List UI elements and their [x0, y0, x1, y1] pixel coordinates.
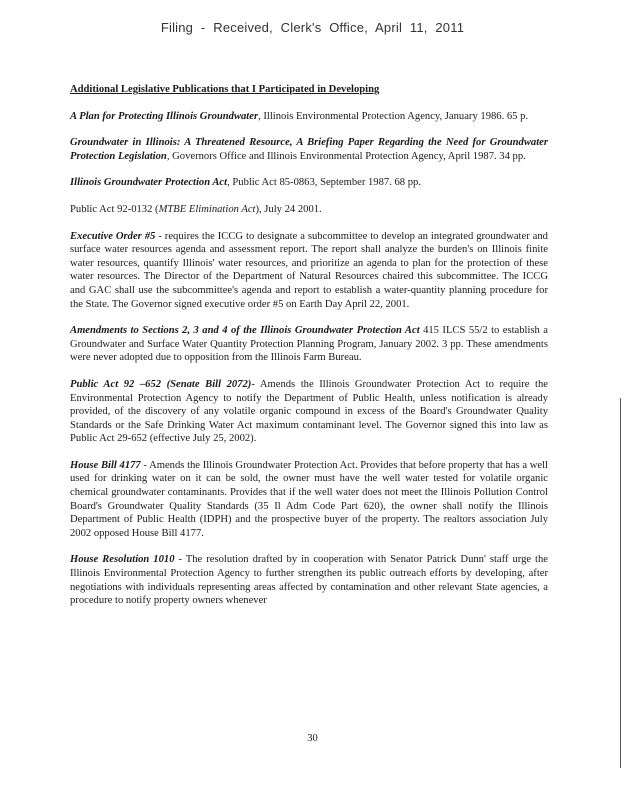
entry-text: - requires the ICCG to designate a subcommittee to develop an integrated groundwater and surface water resources agenda and assessment report. The report shall analyze the burden's on Illinois finite water resources, quantify Illinois' water resources, and prioritize an agenda to plan for the protection of these water resources. The Director of the Department of Natural Resources chaired this subcommittee. The ICCG and GAC shall use the subcommittee's agenda and report to establish a water-quantity planning procedure for the State. The Governor signed executive order #5 on Earth Day April 22, 2001.	[70, 230, 548, 310]
document-body	[70, 83, 548, 621]
entry-text: 415 ILCS 55/2 to establish a Groundwater and Surface Water Quantity Protection Planning Program, January 2002. 3 pp. These amendments were never adopted due to opposition from the Illinois Farm Bureau.	[70, 325, 548, 364]
entry-title: Illinois Groundwater Protection Act	[70, 177, 228, 189]
publication-entry	[70, 459, 548, 541]
entry-text: - Amends the Illinois Groundwater Protection Act to require the Environmental Protection Agency to notify the Department of Public Health, unless notification is already provided, of the discovery of any volatile organic compound in excess of the Board's Groundwater Quality Standards or the Safe Drinking Water Act maximum contaminant level. The Governor signed this into law as Public Act 29-652 (effective July 25, 2002).	[70, 378, 549, 445]
entry-title: House Resolution 1010	[70, 554, 175, 566]
entry-title: Amendments to Sections 2, 3 and 4 of the Illinois Groundwater Protection Act	[70, 325, 420, 337]
publication-entry	[70, 324, 548, 365]
entry-title: Executive Order #5	[70, 230, 156, 242]
page-number: 30	[307, 733, 318, 744]
publication-entry	[70, 136, 548, 163]
scan-edge-line	[620, 398, 621, 768]
entry-text: , Public Act 85-0863, September 1987. 68 pp.	[227, 177, 421, 189]
publication-entry	[70, 203, 548, 217]
entry-text: , Governors Office and Illinois Environmental Protection Agency, April 1987. 34 pp.	[166, 150, 526, 162]
entry-text: , Illinois Environmental Protection Agency, January 1986. 65 p.	[258, 110, 529, 122]
publication-entry	[70, 110, 548, 124]
entry-prefix: Public Act 92-0132 (	[70, 203, 159, 215]
publication-entry	[70, 176, 548, 190]
entry-title: Groundwater in Illinois: A Threatened Resource, A Briefing Paper Regarding the Need for Groundwater Protection Legislation	[70, 137, 548, 162]
section-heading: Additional Legislative Publications that I Participated in Developing	[70, 84, 380, 95]
publication-entry	[70, 378, 548, 446]
entry-title: House Bill 4177	[70, 459, 141, 471]
entry-title: MTBE Elimination Act	[158, 203, 256, 215]
publication-entry	[70, 230, 548, 312]
publication-entry	[70, 553, 548, 607]
entry-text: ), July 24 2001.	[255, 203, 322, 215]
entry-title: Public Act 92 –652 (Senate Bill 2072)	[70, 378, 252, 390]
entry-text: - Amends the Illinois Groundwater Protection Act. Provides that before property that has a well used for drinking water on it can be sold, the owner must have the well water tested for volatile organic chemical groundwater contaminants. Provides that if the well water does not meet the Illinois Pollution Control Board's Groundwater Quality Standards (35 Il Adm Code Part 620), the owner shall notify the Illinois Department of Public Health (IDPH) and the prospective buyer of the property. The realtors association July 2002 opposed House Bill 4177.	[70, 459, 548, 539]
filing-stamp: Filing - Received, Clerk's Office, April 11, 2011	[160, 20, 465, 35]
entry-title: A Plan for Protecting Illinois Groundwater	[70, 110, 259, 122]
entry-text: - The resolution drafted by in cooperation with Senator Patrick Dunn' staff urge the Illinois Environmental Protection Agency to further strengthen its public outreach efforts by developing, after negotiations with individuals representing areas affected by contamination and other relevant State agencies, a procedure to notify property owners whenever	[70, 554, 548, 607]
